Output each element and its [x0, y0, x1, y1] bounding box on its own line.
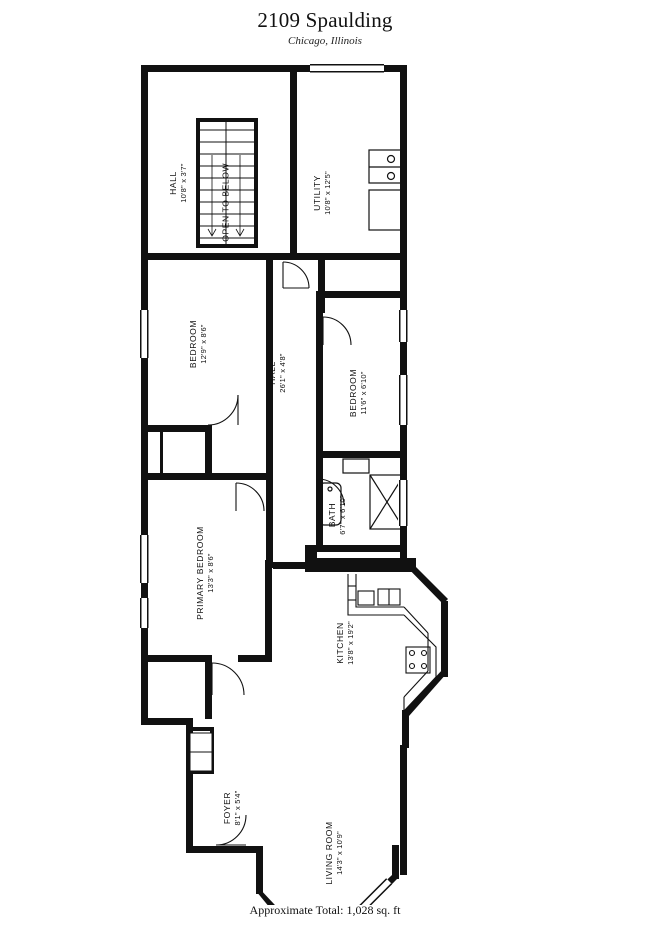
room-label-bedroom-2: BEDROOM 11'6" x 6'10" — [348, 368, 368, 418]
total-area-text: Approximate Total: 1,028 sq. ft — [249, 903, 401, 917]
room-label-hall-top: HALL 10'8" x 3'7" — [168, 163, 188, 203]
page-title: 2109 Spaulding — [257, 8, 393, 32]
room-label-foyer: FOYER 8'1" x 5'4" — [222, 790, 242, 826]
room-label-open-to-below: OPEN TO BELOW — [220, 162, 231, 242]
room-label-kitchen: KITCHEN 13'8" x 19'2" — [335, 621, 355, 665]
room-label-living-room: LIVING ROOM 14'3" x 10'9" — [324, 821, 344, 885]
room-label-hall-mid: HALL 26'1" x 4'8" — [267, 353, 287, 393]
page-subtitle: Chicago, Illinois — [288, 35, 362, 47]
floorplan-diagram — [0, 55, 650, 905]
floorplan-svg — [0, 55, 650, 905]
room-label-utility: UTILITY 10'8" x 12'5" — [312, 171, 332, 215]
room-label-bath: BATH 6'7" x 6'10" — [327, 495, 347, 535]
room-label-bedroom-1: BEDROOM 12'9" x 8'6" — [188, 319, 208, 369]
room-label-primary-bedroom: PRIMARY BEDROOM 13'3" x 8'6" — [195, 526, 215, 620]
floorplan-walls — [139, 63, 448, 905]
